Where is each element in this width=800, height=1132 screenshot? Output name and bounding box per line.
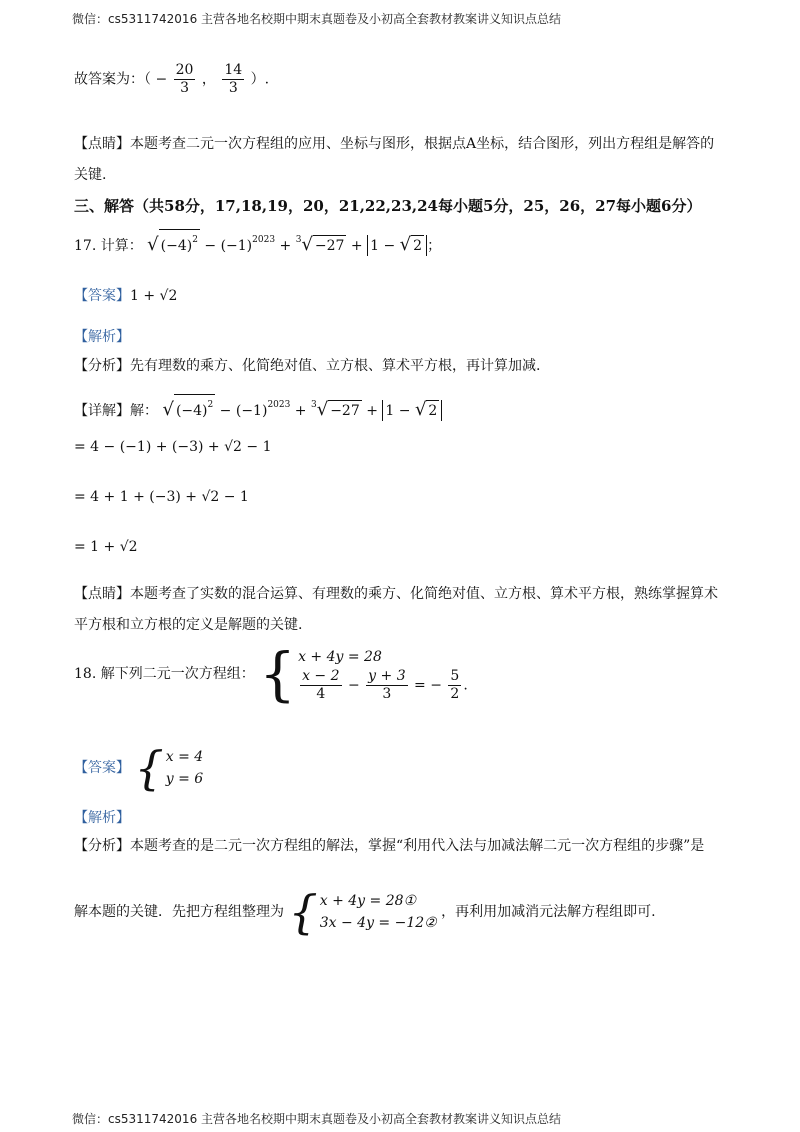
q17-label: 17. 计算： [74, 238, 143, 254]
q18-answer: 【答案】 { x = 4 y = 6 [74, 741, 204, 795]
q17-answer-tag: 【答案】 [74, 288, 130, 304]
comment-1-tag: 【点睛】 [74, 136, 130, 152]
q18-eq-1: x + 4y = 28 [298, 648, 382, 665]
q17-analysis-tag: 【解析】 [74, 329, 130, 345]
page-header: 微信：cs5311742016 主营各地名校期中期末真题卷及小初高全套教材教案讲义知识点总结 [72, 12, 562, 26]
q17-question [74, 229, 441, 256]
comment-1-line-2: 关键. [74, 167, 107, 183]
q18-answer-y: y = 6 [165, 771, 204, 787]
q17-step-1: = 4 − (−1) + (−3) + √2 − 1 [74, 439, 272, 455]
q17-expression: √ $(-4)^2 - (-1)^{2023} + ^3√ -27 + 1$ − √ 2 ； [147, 238, 441, 254]
q17-step-2: = 4 + 1 + (−3) + √2 − 1 [74, 489, 249, 505]
y-fraction: $\frac{14}{3}$ [224, 62, 243, 96]
q18-answer-x: x = 4 [165, 749, 204, 765]
comment-1-line-1: 【点睛】本题考查二元一次方程组的应用、坐标与图形，根据点A坐标，结合图形，列出方程组是解答的 [74, 136, 715, 152]
q17-comment-line-2: 平方根和立方根的定义是解题的关键. [74, 617, 303, 633]
answer-prefix: 故答案为：（ [74, 71, 151, 88]
q18-system: { x + 4y = 28 $\frac{x - 2}{4}$ − $\frac{y + 3}{3}$ = − $\frac{5}{2}$ . [259, 640, 468, 708]
q18-sys-eq-2: 3x − 4y = −12② [319, 915, 437, 931]
x-fraction: $\frac{20}{3}$ [175, 62, 194, 96]
q17-comment-line-1: 【点睛】本题考查了实数的混合运算、有理数的乘方、化简绝对值、立方根、算术平方根，熟练掌握算术 [74, 586, 718, 602]
q18-fenxi-line-2: 解本题的关键．先把方程组整理为 { x + 4y = 28① 3x − 4y = −12② ，再利用加减消元法解方程组即可. [74, 885, 656, 939]
q18-question [74, 640, 468, 708]
q17-fenxi: 【分析】先有理数的乘方、化简绝对值、立方根、算术平方根，再计算加减. [74, 358, 541, 374]
previous-answer: 故答案为：（ − $\frac{20}{3}$ ， $\frac{14}{3}$ ）. [74, 62, 270, 96]
q17-step-3: = 1 + √2 [74, 539, 138, 555]
q18-answer-tag: 【答案】 [74, 760, 130, 776]
q18-eq-2: $\frac{x - 2}{4}$ − $\frac{y + 3}{3}$ = − $\frac{5}{2}$ . [302, 667, 468, 702]
q18-analysis-tag: 【解析】 [74, 810, 130, 826]
q18-label: 18. 解下列二元一次方程组： [74, 666, 255, 682]
page-footer: 微信：cs5311742016 主营各地名校期中期末真题卷及小初高全套教材教案讲义知识点总结 [72, 1112, 562, 1126]
q17-xiangjie: 【详解】解： √ $(-4)^2 - (-1)^{2023} + ^3√ -27 + 1$ − √ 2 [74, 394, 442, 421]
section-title: 三、解答（共58分，17,18,19，20，21,22,23,24每小题5分，25，26，27每小题6分） [74, 197, 702, 215]
q18-fenxi-line-1: 【分析】本题考查的是二元一次方程组的解法，掌握“利用代入法与加减法解二元一次方程组的步骤”是 [74, 838, 705, 854]
q18-sys-eq-1: x + 4y = 28① [319, 893, 417, 909]
q17-answer: 【答案】1 + √2 [74, 288, 178, 304]
